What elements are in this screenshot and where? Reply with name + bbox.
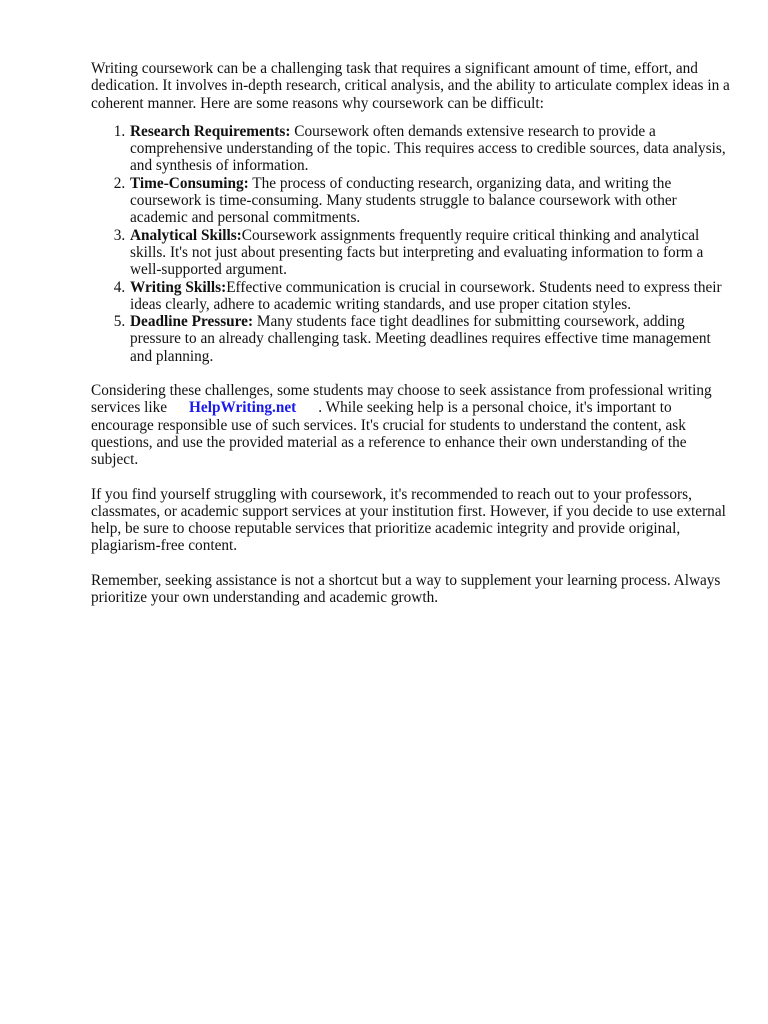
list-item-term: Deadline Pressure:: [130, 313, 254, 331]
list-item-text: Coursework often demands extensive research to provide a comprehensive understanding of the topic. This requires access to credible sources, data analysis, and synthesis of information.: [130, 122, 726, 175]
list-item-writing: [129, 279, 731, 314]
list-item-analytical: [129, 227, 731, 279]
list-item-term: Research Requirements:: [130, 122, 291, 140]
list-item-term: Analytical Skills:: [130, 226, 242, 244]
list-item-term: Writing Skills:: [130, 278, 227, 296]
list-item-deadline: [129, 313, 731, 365]
list-item-research: [129, 123, 731, 175]
considering-text-after: . While seeking help is a personal choice, it's important to encourage responsible use of such services. It's crucial for students to understand the content, ask questions, and use the provided material as a reference to enhance their own understanding of the subject.: [91, 399, 687, 469]
struggling-paragraph: If you find yourself struggling with coursework, it's recommended to reach out to your professors, classmates, or academic support services at your institution first. However, if you decide to use external help, be sure to choose reputable services that prioritize academic integrity and provide original, plagiarism-free content.: [91, 485, 726, 555]
document-page: [91, 60, 731, 623]
list-item-term: Time-Consuming:: [130, 174, 249, 192]
remember-paragraph: Remember, seeking assistance is not a shortcut but a way to supplement your learning process. Always prioritize your own understanding and academic growth.: [91, 571, 721, 607]
considering-paragraph: [91, 382, 731, 468]
list-item-text: The process of conducting research, organizing data, and writing the coursework is time-consuming. Many students struggle to balance coursework with other academic and personal commitments.: [130, 174, 677, 227]
list-item-text: Coursework assignments frequently require critical thinking and analytical skills. It's not just about presenting facts but interpreting and evaluating information to form a well-supported argument.: [130, 226, 704, 279]
list-item-text: Effective communication is crucial in coursework. Students need to express their ideas clearly, adhere to academic writing standards, and use proper citation styles.: [130, 278, 722, 313]
reasons-list: [91, 123, 731, 365]
list-item-text: Many students face tight deadlines for submitting coursework, adding pressure to an already challenging task. Meeting deadlines requires effective time management and planning.: [130, 313, 711, 365]
list-item-time: [129, 175, 731, 227]
intro-paragraph: Writing coursework can be a challenging task that requires a significant amount of time, effort, and dedication. It involves in-depth research, critical analysis, and the ability to articulate complex ideas in a coherent manner. Here are some reasons why coursework can be difficult:: [91, 60, 730, 112]
helpwriting-link[interactable]: HelpWriting.net: [189, 399, 297, 417]
considering-text-before: Considering these challenges, some students may choose to seek assistance from professional writing services like: [91, 382, 712, 417]
